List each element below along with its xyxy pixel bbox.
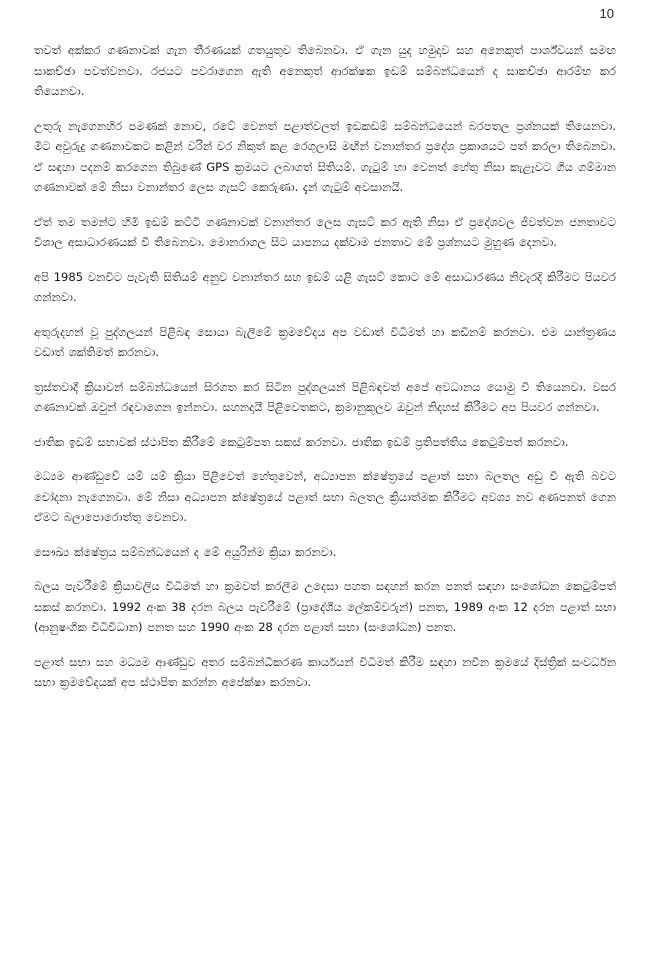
- paragraph: තවත් අක්කර ගණනාවක් ගැන තීරණයක් ගතයුතුව තිබෙනවා. ඒ ගැන යුද හමුදාව සහ අනෙකුත් පාර්ශ්වයන් සමඟ සාකච්ඡා පවත්වනවා. රජයට පවරාගෙන ඇති අනෙකුත් ආරක්ෂක ඉඩම් සම්බන්ධයෙන් ද සාකච්ඡා ආරම්භ කර තියෙනවා.: [34, 43, 616, 98]
- paragraph: අතුරුදහන් වූ පුද්ගලයන් පිළිබඳ සොයා බැලීමේ ක්‍රමවේදය අප වඩාත් විධිමත් හා කඩිනම් කරනවා. එම යාන්ත්‍රණය වඩාත් ශක්තිමත් කරනවා.: [34, 324, 616, 359]
- paragraph: ත්‍රස්තවාදී ක්‍රියාවන් සම්බන්ධයෙන් සිරගත කර සිටින පුද්ගලයන් පිළිබඳවත් අපේ අවධානය යොමු වී තියෙනවා. වසර ගණනාවක් ඔවුන් රඳවාගෙන ඉන්නවා. සහනදායී පිළිවෙතකට, ක්‍රමානුකූලව ඔවුන් නිදහස් කිරීමට අප පියවර ගන්නවා.: [34, 379, 616, 414]
- paragraph: ඒත් තම තමන්ට හිමි ඉඩම් කට්ටි ගණනාවක් වනාන්තර ලෙස ගැසට් කර ඇති නිසා ඒ ප්‍රදේශවල ජීවත්වන ජනතාවට විශාල අසාධාරණයක් වී තිබෙනවා. මොනරාගල සිට යාපනය දක්වාම ජනතාව මේ ප්‍රශ්නයට මුහුණ දෙනවා.: [34, 214, 616, 249]
- paragraph: උතුරු නැගෙනහිර පමණක් නොව, රටේ වෙනත් පළාත්වලත් ඉඩකඩම් සම්බන්ධයෙන් බරපතල ප්‍රශ්නයක් තියෙනවා. මීට අවුරුදු ගණනාවකට කළින් වරින් වර නිකුත් කළ රෙගුලාසි මඟින් වනාන්තර ප්‍රදේශ ප්‍රකාශයට පත් කරලා තිබෙනවා. ඒ සඳහා පදනම් කරගෙන තිබුණේ GPS ක්‍රමයට ලබාගත් සිතියම්. ගැටුම් හා වෙනත් හේතු නිසා කැළෑවට ගිය ගම්මාන ගණනාවක් මේ නිසා වනාන්තර ලෙස ගැසට් කෙරුණා. දැන් ගැටුම් අවසානයි.: [34, 118, 616, 194]
- paragraph: ජාතික ඉඩම් සභාවක් ස්ථාපිත කිරීමේ කෙටුම්පත සකස් කරනවා. ජාතික ඉඩම් ප්‍රතිපත්තිය කෙටුම්පත් කරනවා.: [34, 434, 569, 449]
- paragraph: අපි 1985 වනවිට පැවැති සිතියම් අනුව වනාන්තර සහ ඉඩම් යළි ගැසට් කොට මේ අසාධාරණය නිවැරදි කිරීමට පියවර ගන්නවා.: [34, 269, 616, 304]
- page-number: 10: [599, 6, 614, 21]
- paragraph: සෞඛ්‍ය ක්ෂේත්‍රය සම්බන්ධයෙන් ද මේ අයුරින්ම ක්‍රියා කරනවා.: [34, 544, 337, 559]
- paragraph: බලය පැවරීමේ ක්‍රියාවලිය විධිමත් හා ක්‍රමවත් කරලීම උදෙසා පහත සඳහන් කරන පනත් සඳහා සංශෝධන කෙටුම්පත් සකස් කරනවා. 1992 අංක 38 දරන බලය පැවරීමේ (ප්‍රාදේශීය ලේකම්වරුන්) පනත, 1989 අංක 12 දරන පළාත් සභා (ආනුෂංගික විධිවිධාන) පනත සහ 1990 අංක 28 දරන පළාත් සභා (සංශෝධන) පනත.: [34, 579, 616, 634]
- paragraph: පළාත් සභා සහ මධ්‍යම ආණ්ඩුව අතර සම්බන්ධීකරණ කාර්යයන් විධිමත් කිරීම සඳහා නවීන ක්‍රමයේ දිස්ත්‍රික් සංවර්ධන සභා ක්‍රමවේදයක් අප ස්ථාපිත කරන්න අපේක්ෂා කරනවා.: [34, 654, 616, 689]
- paragraph: මධ්‍යම ආණ්ඩුවේ යම් යම් ක්‍රියා පිළිවෙත් හේතුවෙන්, අධ්‍යාපන ක්ෂේත්‍රයේ පළාත් සභා බලතල අඩු වී ඇති බවට චෝදනා නැගෙනවා. මේ නිසා අධ්‍යාපන ක්ෂේත්‍රයේ පළාත් සභා බලතල ක්‍රියාත්මක කිරීමට අවශ්‍ය නව අණපනත් ගෙන ඒමට බලාපොරොත්තු වෙනවා.: [34, 469, 616, 524]
